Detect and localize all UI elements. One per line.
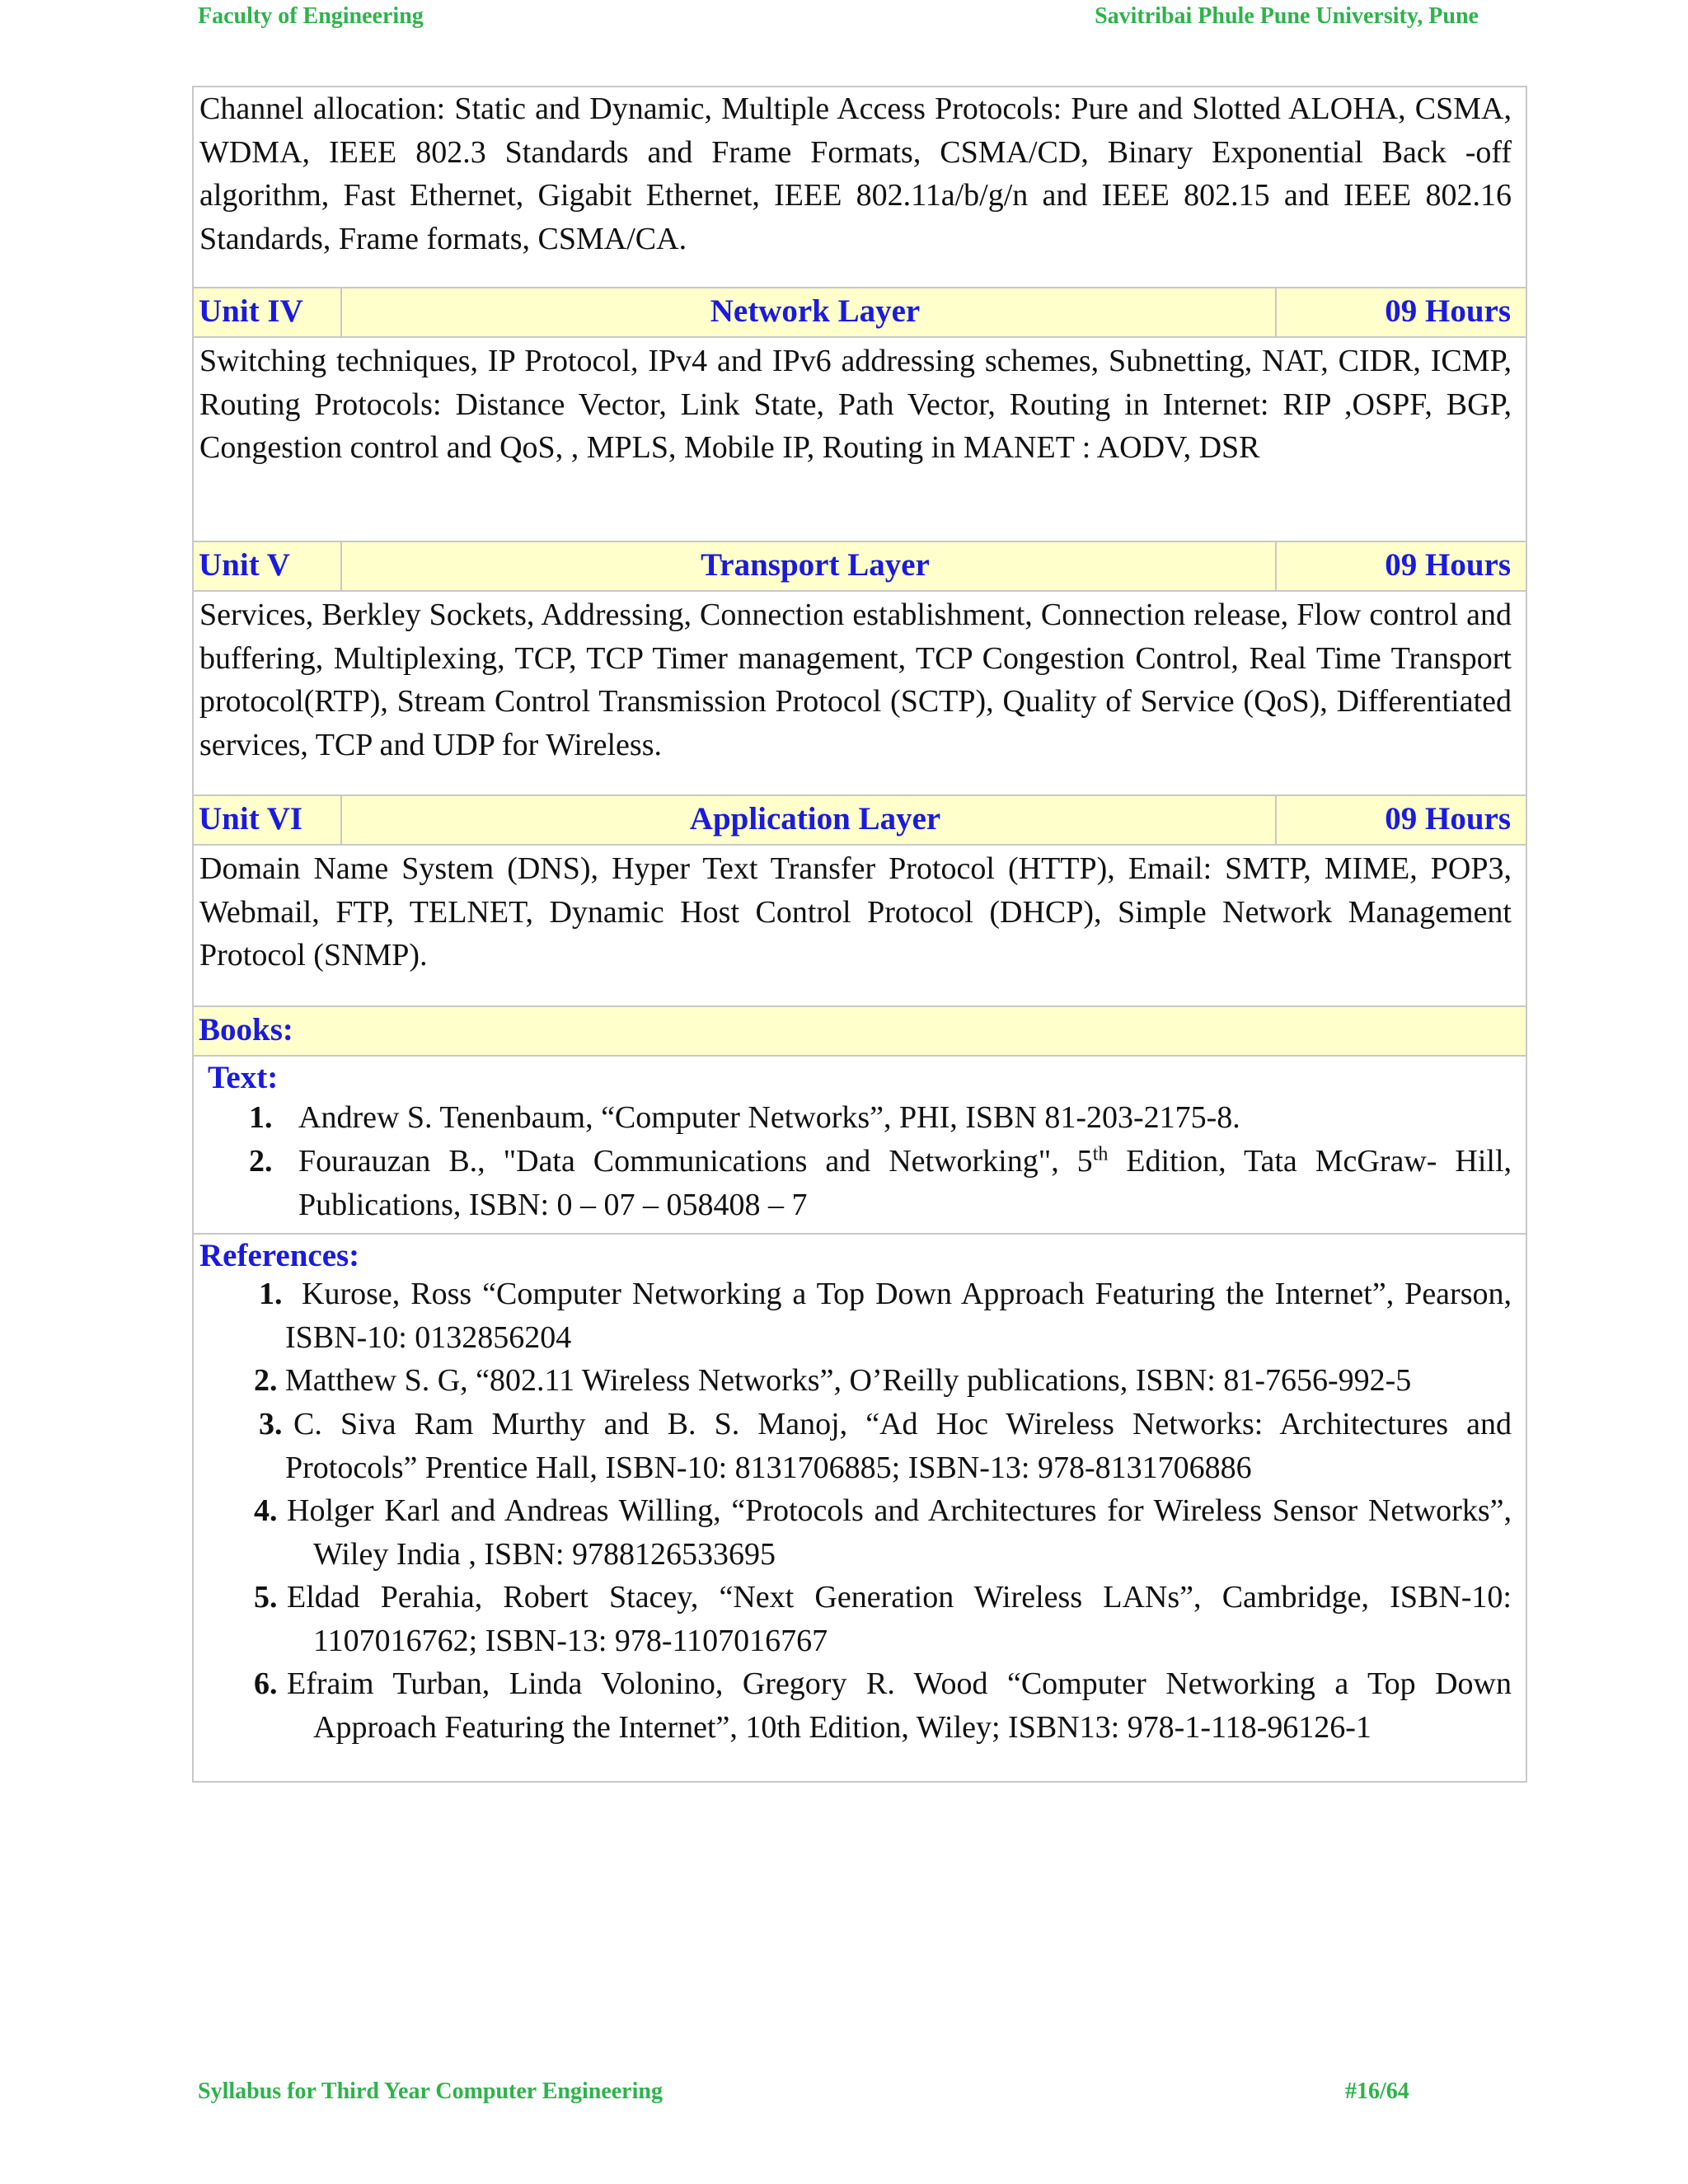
unit-iv-header-row — [194, 287, 1526, 338]
text-book-item — [298, 1140, 1512, 1226]
header-university: Savitribai Phule Pune University, Pune — [1095, 3, 1479, 29]
unit-iv-content: Switching techniques, IP Protocol, IPv4 and IPv6 addressing schemes, Subnetting, NAT, CIDR, ICMP, Routing Protocols: Distance Vector, Link State, Path Vector, Routing in Internet: RIP ,OSPF, BGP, Congestion control and QoS, , MPLS, Mobile IP, Routing in MANET : AODV, DSR — [199, 344, 1512, 465]
divider — [340, 542, 342, 590]
text-book-item: Andrew S. Tenenbaum, “Computer Networks”, PHI, ISBN 81-203-2175-8. — [298, 1100, 1240, 1135]
divider — [1275, 796, 1277, 844]
references-label: References: — [199, 1238, 360, 1273]
unit-vi-header-row — [194, 794, 1526, 846]
reference-item: Eldad Perahia, Robert Stacey, “Next Generation Wireless LANs”, Cambridge, ISBN-10: 1107016762; ISBN-13: 978-1107016767 — [287, 1580, 1512, 1658]
text-book-item-part: Fourauzan B., "Data Communications and Networking", 5 — [298, 1144, 1093, 1179]
unit-number: Unit V — [199, 547, 290, 583]
unit-title: Network Layer — [710, 293, 921, 329]
list-number: 2. — [249, 1144, 273, 1179]
divider — [340, 796, 342, 844]
unit-number: Unit IV — [199, 293, 303, 329]
divider — [1275, 288, 1277, 336]
list-number: 5. — [254, 1580, 278, 1615]
books-label: Books: — [199, 1012, 293, 1047]
list-number: 4. — [254, 1493, 278, 1528]
reference-item: Holger Karl and Andreas Willing, “Protocols and Architectures for Wireless Sensor Networks”, Wiley India , ISBN: 9788126533695 — [287, 1493, 1512, 1572]
unit-hours: 09 Hours — [1385, 547, 1511, 583]
unit3-content: Channel allocation: Static and Dynamic, Multiple Access Protocols: Pure and Slotted ALOHA, CSMA, WDMA, IEEE 802.3 Standards and Frame Formats, CSMA/CD, Binary Exponential Back -off algorithm, Fast Ethernet, Gigabit Ethernet, IEEE 802.11a/b/g/n and IEEE 802.15 and IEEE 802.16 Standards, Frame formats, CSMA/CA. — [199, 91, 1512, 256]
header-faculty: Faculty of Engineering — [198, 3, 424, 29]
reference-item: Efraim Turban, Linda Volonino, Gregory R. Wood “Computer Networking a Top Down Approach Featuring the Internet”, 10th Edition, Wiley; ISBN13: 978-1-118-96126-1 — [287, 1666, 1512, 1745]
list-number: 6. — [254, 1666, 278, 1701]
reference-item: C. Siva Ram Murthy and B. S. Manoj, “Ad Hoc Wireless Networks: Architectures and Protocols” Prentice Hall, ISBN-10: 8131706885; ISBN-13: 978-8131706886 — [285, 1407, 1512, 1485]
unit-title: Transport Layer — [701, 547, 930, 583]
footer-course: Syllabus for Third Year Computer Engineering — [198, 2079, 663, 2104]
list-number: 1. — [259, 1277, 283, 1311]
unit-hours: 09 Hours — [1385, 293, 1511, 329]
reference-item: Kurose, Ross “Computer Networking a Top Down Approach Featuring the Internet”, Pearson, ISBN-10: 0132856204 — [285, 1277, 1512, 1355]
unit-title: Application Layer — [689, 801, 941, 837]
text-book-item-part: Edition, Tata McGraw- Hill, Publications, ISBN: 0 – 07 – 058408 – 7 — [298, 1144, 1512, 1222]
list-number: 3. — [259, 1407, 283, 1441]
unit-number: Unit VI — [199, 801, 303, 837]
superscript: th — [1092, 1143, 1109, 1165]
divider — [192, 1233, 1527, 1235]
unit-v-content: Services, Berkley Sockets, Addressing, Connection establishment, Connection release, Flow control and buffering, Multiplexing, TCP, TCP Timer management, TCP Congestion Control, Real Time Transport protocol(RTP), Stream Control Transmission Protocol (SCTP), Quality of Service (QoS), Differentiated services, TCP and UDP for Wireless. — [199, 598, 1512, 762]
unit-hours: 09 Hours — [1385, 801, 1511, 837]
footer-page-number: #16/64 — [1345, 2079, 1409, 2104]
list-number: 2. — [254, 1363, 278, 1398]
unit-vi-content: Domain Name System (DNS), Hyper Text Transfer Protocol (HTTP), Email: SMTP, MIME, POP3, Webmail, FTP, TELNET, Dynamic Host Control Protocol (DHCP), Simple Network Management Protocol (SNMP). — [199, 851, 1512, 972]
reference-item: Matthew S. G, “802.11 Wireless Networks”, O’Reilly publications, ISBN: 81-7656-992-5 — [285, 1363, 1412, 1398]
list-number: 1. — [249, 1100, 273, 1135]
divider — [340, 288, 342, 336]
unit-v-header-row — [194, 541, 1526, 592]
text-books-label: Text: — [208, 1060, 279, 1095]
divider — [1275, 542, 1277, 590]
books-header-row — [194, 1005, 1526, 1057]
